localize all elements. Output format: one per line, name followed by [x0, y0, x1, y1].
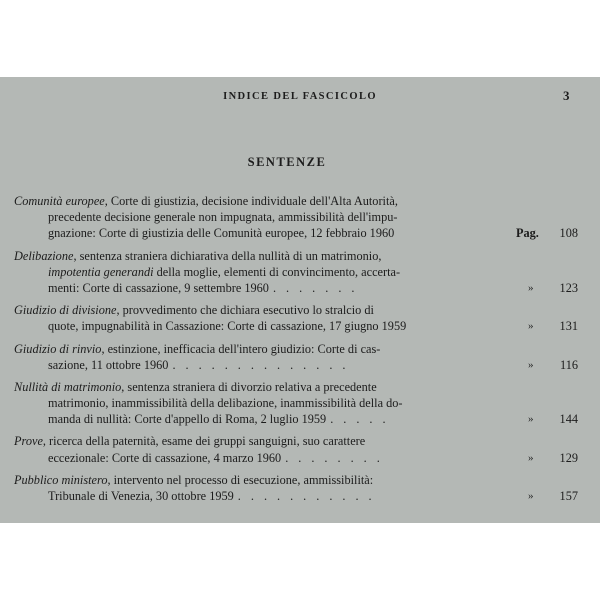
index-entry: [14, 193, 586, 242]
ditto-mark: »: [528, 413, 534, 426]
entry-text: eccezionale: Corte di cassazione, 4 marzo 1960: [48, 450, 282, 465]
leader-dots: .....: [330, 412, 396, 427]
entry-topic: Prove: [14, 434, 43, 449]
entry-topic: Giudizio di rinvio: [14, 341, 102, 356]
ditto-mark: »: [528, 320, 534, 333]
leader-dots: .......: [272, 280, 365, 295]
index-entry: [14, 472, 586, 504]
entry-text: Tribunale di Venezia, 30 ottobre 1959: [48, 489, 234, 503]
entry-line: [14, 411, 586, 427]
entry-line: [14, 450, 586, 466]
page-ref: 108: [559, 226, 578, 241]
leader-dots: ..............: [172, 357, 356, 372]
entry-line: [14, 341, 586, 357]
index-entry: [14, 302, 586, 334]
ditto-mark: »: [528, 490, 534, 502]
page-ref: 116: [560, 357, 578, 372]
entry-line: [14, 379, 586, 395]
entry-text: , sentenza straniera dichiarativa della nullità di un matrimonio,: [73, 248, 382, 263]
entry-line: [14, 433, 586, 449]
entry-text: della moglie, elementi di convincimento, accerta-: [153, 264, 401, 279]
index-entry: [14, 248, 586, 297]
entry-text: , provvedimento che dichiara esecutivo lo stralcio di: [116, 303, 374, 318]
entry-line: [14, 488, 586, 504]
entry-line: [14, 225, 586, 241]
page-ref: 129: [559, 450, 578, 465]
entry-line: [14, 264, 586, 280]
entry-line: [14, 302, 586, 318]
entry-text: , estinzione, inefficacia dell'intero giudizio: Corte di cas-: [101, 341, 381, 356]
running-head: INDICE DEL FASCICOLO: [223, 91, 377, 102]
entry-line: [14, 357, 586, 373]
entry-topic: Giudizio di divisione: [14, 303, 117, 318]
entry-line: [14, 248, 586, 264]
leader-dots: ........: [285, 450, 390, 465]
ditto-mark: »: [528, 451, 534, 464]
index-entry: [14, 433, 586, 465]
entry-text: gnazione: Corte di giustizia delle Comunità europee, 12 febbraio 1960: [48, 226, 395, 241]
entry-text: quote, impugnabilità in Cassazione: Corte di cassazione, 17 giugno 1959: [48, 319, 407, 334]
entry-text: , Corte di giustizia, decisione individuale dell'Alta Autorità,: [104, 194, 398, 208]
entry-line: [14, 318, 586, 334]
page-number: 3: [563, 88, 570, 103]
entry-topic: Comunità europee: [14, 194, 105, 208]
ditto-mark: »: [528, 281, 534, 294]
entry-line: [14, 472, 586, 488]
entry-topic: Delibazione: [14, 248, 74, 263]
page-ref: 131: [559, 319, 578, 334]
entry-line: [14, 280, 586, 296]
page-ref: 123: [559, 280, 578, 295]
entry-topic: Pubblico ministero: [14, 472, 108, 487]
entry-topic: Nullità di matrimonio: [14, 379, 122, 394]
entry-text: , intervento nel processo di esecuzione, ammissibilità:: [107, 472, 374, 487]
page-ref: 144: [559, 412, 578, 427]
ditto-mark: »: [528, 358, 534, 371]
entry-line: [14, 193, 586, 209]
entry-italic-term: impotentia generandi: [48, 264, 154, 279]
entry-line: [14, 209, 586, 225]
entry-text: manda di nullità: Corte d'appello di Roma, 2 luglio 1959: [48, 412, 327, 427]
index-entry: [14, 341, 586, 373]
index-entries: [14, 193, 586, 510]
entry-line: [14, 395, 586, 411]
entry-text: matrimonio, inammissibilità della delibazione, inammissibilità della do-: [48, 396, 403, 411]
entry-text: sazione, 11 ottobre 1960: [48, 357, 169, 372]
index-entry: [14, 379, 586, 428]
page-label: Pag.: [516, 226, 539, 241]
leader-dots: ...........: [237, 489, 382, 503]
entry-text: , ricerca della paternità, esame dei gruppi sanguigni, suo carattere: [42, 434, 366, 449]
entry-text: , sentenza straniera di divorzio relativa a precedente: [121, 379, 377, 394]
page-ref: 157: [559, 489, 578, 503]
entry-text: menti: Corte di cassazione, 9 settembre 1960: [48, 280, 269, 295]
entry-text: precedente decisione generale non impugnata, ammissibilità dell'impu-: [48, 210, 398, 225]
section-title: SENTENZE: [247, 155, 327, 169]
